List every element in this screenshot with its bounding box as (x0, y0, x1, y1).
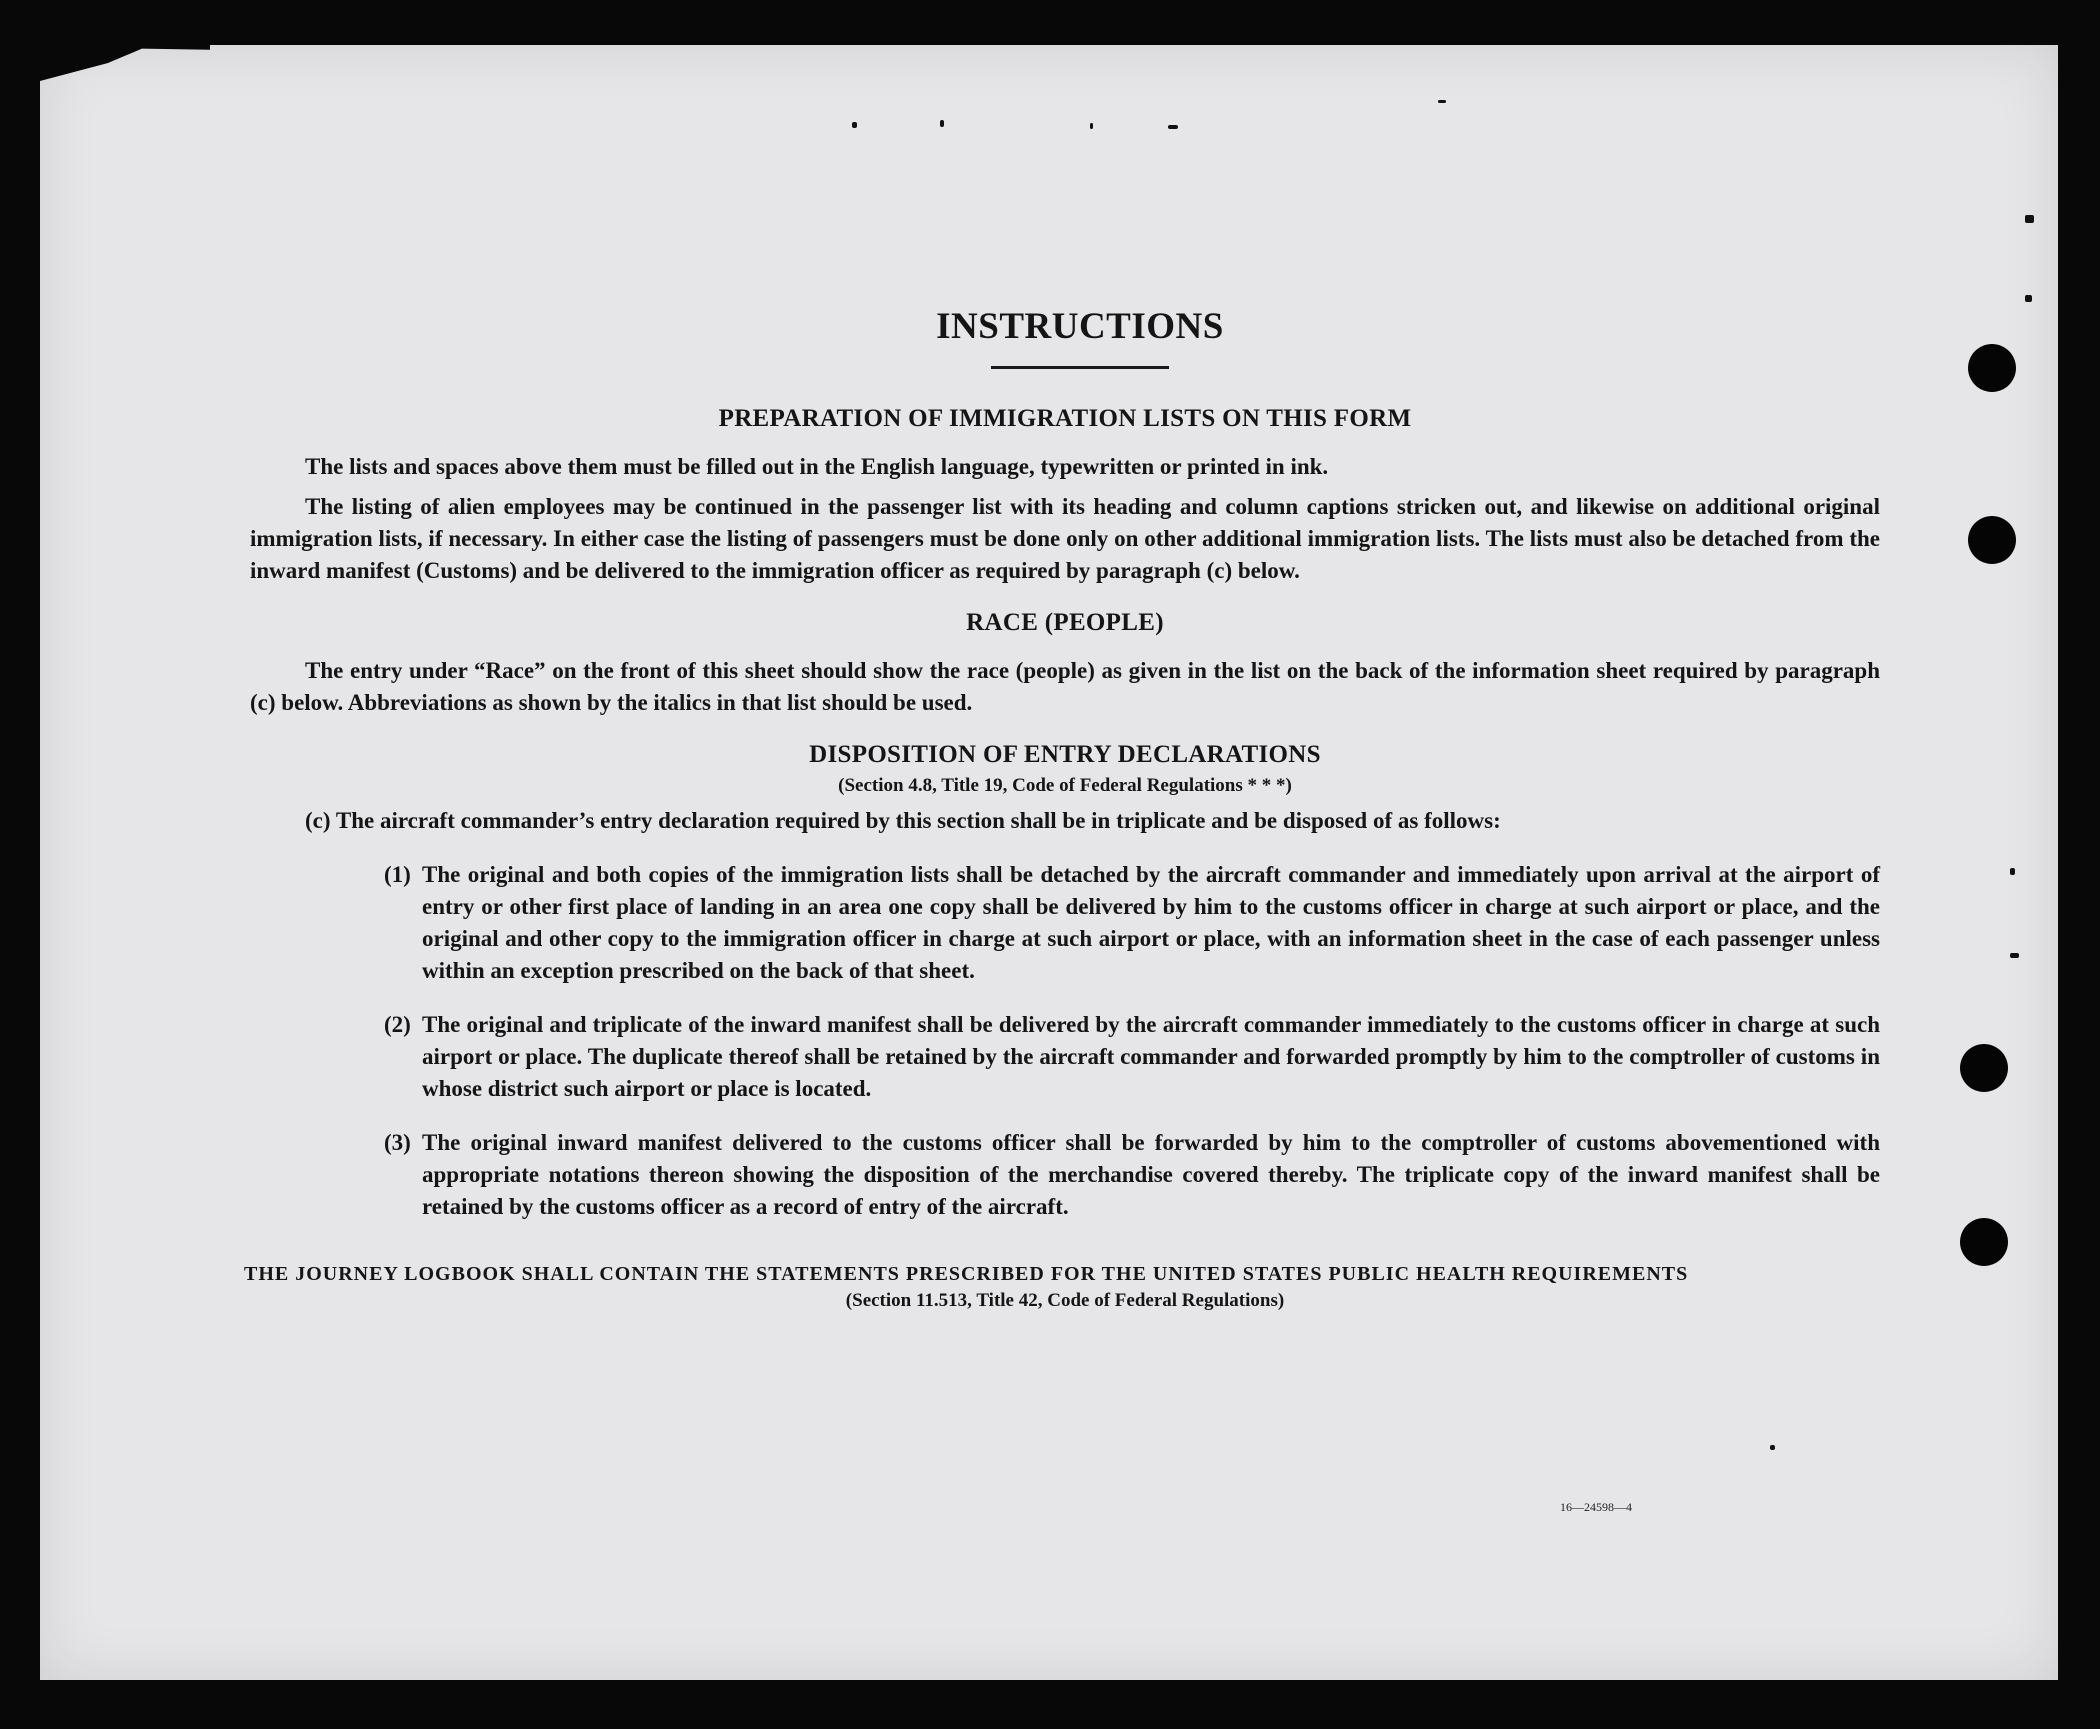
scan-speck (2010, 953, 2019, 958)
punch-hole (1960, 1218, 2008, 1266)
disposition-heading: DISPOSITION OF ENTRY DECLARATIONS (809, 741, 1321, 768)
item-text: The original inward manifest delivered to the customs officer shall be forwarded by him to the comptroller of customs abovementioned with appropriate notations thereon showing the disposition of the merchandise covered thereby. The triplicate copy of the inward manifest shall be retained by the customs officer as a record of entry of the aircraft. (422, 1130, 1880, 1219)
race-heading: RACE (PEOPLE) (966, 609, 1164, 636)
public-health-citation: (Section 11.513, Title 42, Code of Federal Regulations) (845, 1290, 1285, 1311)
public-health-statement: THE JOURNEY LOGBOOK SHALL CONTAIN THE STATEMENTS PRESCRIBED FOR THE UNITED STATES PUBLIC HEALTH REQUIREMENTS (244, 1263, 1689, 1285)
scan-speck (2010, 868, 2015, 875)
scan-speck (2025, 295, 2032, 302)
scan-speck (1168, 125, 1178, 129)
title-underline (991, 366, 1169, 369)
punch-hole (1968, 344, 2016, 392)
disposition-citation: (Section 4.8, Title 19, Code of Federal Regulations * * *) (838, 775, 1292, 796)
race-paragraph: The entry under “Race” on the front of this sheet should show the race (people) as given in the list on the back of the information sheet required by paragraph (c) below. Abbreviations as shown by the italics in that list should be used. (250, 658, 1880, 715)
punch-hole (1960, 1044, 2008, 1092)
item-number: (2) (384, 1012, 411, 1037)
scan-speck (852, 122, 857, 128)
scan-speck (1438, 100, 1446, 103)
preparation-heading: PREPARATION OF IMMIGRATION LISTS ON THIS FORM (718, 405, 1412, 432)
disposition-item-3 (250, 1127, 1880, 1223)
scan-speck (1770, 1445, 1775, 1450)
form-number: 16—24598—4 (1560, 1500, 1632, 1514)
disposition-item-1 (250, 859, 1880, 987)
disposition-lead: (c) The aircraft commander’s entry declaration required by this section shall be in triplicate and be disposed of as follows: (305, 808, 1501, 833)
scan-speck (1090, 123, 1093, 129)
scan-speck (940, 120, 944, 127)
scan-speck (2025, 215, 2034, 223)
item-text: The original and triplicate of the inward manifest shall be delivered by the aircraft commander immediately to the customs officer in charge at such airport or place. The duplicate thereof shall be retained by the aircraft commander and forwarded promptly by him to the comptroller of customs in whose district such airport or place is located. (422, 1012, 1880, 1101)
instructions-body (244, 305, 1880, 1312)
item-text: The original and both copies of the immigration lists shall be detached by the aircraft commander and immediately upon arrival at the airport of entry or other first place of landing in an area one copy shall be delivered by him to the customs officer in charge at such airport or place, and the original and other copy to the immigration officer in charge at such airport or place, with an information sheet in the case of each passenger unless within an exception prescribed on the back of that sheet. (422, 862, 1880, 983)
punch-hole (1968, 516, 2016, 564)
item-number: (3) (384, 1130, 411, 1155)
preparation-paragraph-1: The lists and spaces above them must be filled out in the English language, typewritten or printed in ink. (305, 454, 1329, 479)
torn-corner (40, 45, 210, 105)
item-number: (1) (384, 862, 411, 887)
disposition-item-2 (250, 1009, 1880, 1105)
preparation-paragraph-2: The listing of alien employees may be continued in the passenger list with its heading and column captions stricken out, and likewise on additional original immigration lists, if necessary. In either case the listing of passengers must be done only on other additional immigration lists. The lists must also be detached from the inward manifest (Customs) and be delivered to the immigration officer as required by paragraph (c) below. (250, 494, 1880, 583)
page-title: INSTRUCTIONS (936, 306, 1224, 347)
